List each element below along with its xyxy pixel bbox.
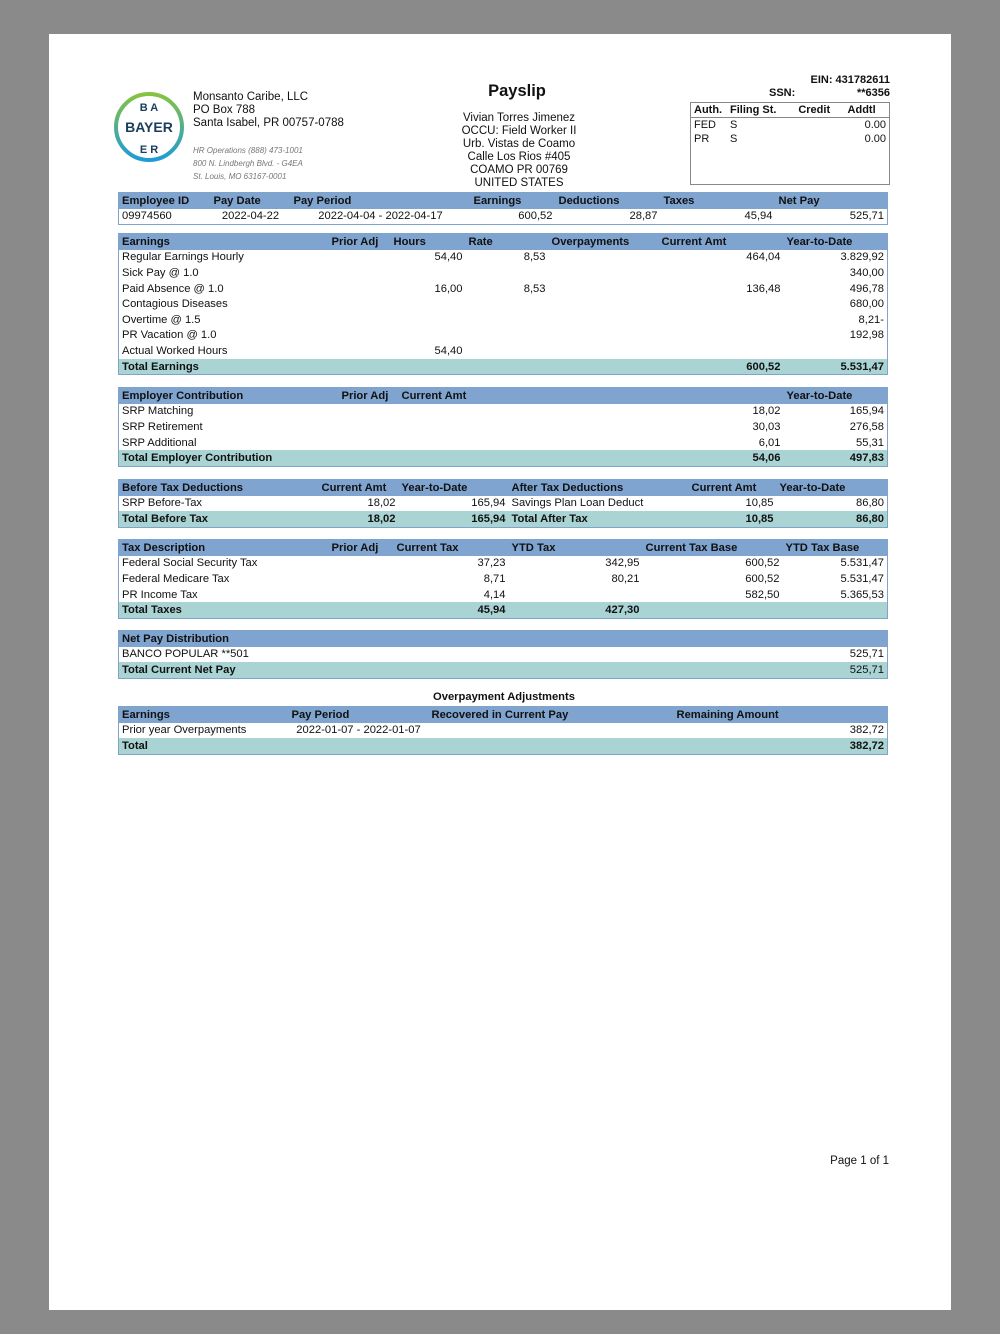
table-cell: Prior year Overpayments xyxy=(122,724,247,737)
table-cell xyxy=(466,359,549,375)
earnings-header: Hours xyxy=(391,234,466,250)
total-label: Total After Tax xyxy=(509,511,689,527)
filing-header: Filing St. xyxy=(727,103,795,118)
deductions-header: After Tax Deductions xyxy=(509,480,689,496)
total-row xyxy=(119,450,888,466)
employer-header: Year-to-Date xyxy=(784,388,888,404)
table-row xyxy=(119,496,888,512)
earnings-header: Current Amt xyxy=(659,234,784,250)
net-pay-table xyxy=(118,630,888,679)
table-row xyxy=(119,723,888,739)
deductions-header: Current Amt xyxy=(689,480,777,496)
employee-address-2: Calle Los Rios #405 xyxy=(467,151,571,163)
taxes-header: Tax Description xyxy=(119,540,329,556)
page-number: Page 1 of 1 xyxy=(830,1155,889,1167)
table-cell: 600,52 xyxy=(745,572,780,585)
total-label: Total Current Net Pay xyxy=(119,662,519,678)
filing-cell: 0.00 xyxy=(864,133,886,145)
table-cell: 5.531,47 xyxy=(784,359,888,375)
table-cell: 525,71 xyxy=(519,662,888,678)
payslip-page xyxy=(49,34,951,1310)
company-address xyxy=(193,91,344,130)
filing-header: Auth. xyxy=(691,103,727,118)
table-cell: 5.365,53 xyxy=(840,588,884,601)
taxes-header: YTD Tax Base xyxy=(783,540,888,556)
total-row xyxy=(119,511,888,527)
table-cell xyxy=(549,359,659,375)
table-row xyxy=(119,556,888,572)
table-cell xyxy=(466,312,549,328)
table-cell xyxy=(391,312,466,328)
svg-text:E R: E R xyxy=(139,144,159,156)
table-cell xyxy=(549,296,659,312)
table-cell: 496,78 xyxy=(849,282,884,295)
ein: EIN: 431782611 xyxy=(810,74,890,86)
table-cell xyxy=(289,738,429,754)
total-label: Total Employer Contribution xyxy=(119,450,339,466)
table-cell xyxy=(784,343,888,359)
deductions-header: Year-to-Date xyxy=(777,480,888,496)
table-cell xyxy=(329,312,391,328)
table-cell: 54,40 xyxy=(434,251,463,264)
table-cell: 680,00 xyxy=(849,298,884,311)
table-cell: 192,98 xyxy=(849,329,884,342)
summary-header: Employee ID xyxy=(119,193,211,209)
table-cell xyxy=(329,571,394,587)
table-cell: 165,94 xyxy=(471,497,506,510)
deductions-header: Before Tax Deductions xyxy=(119,480,319,496)
employee-address-3: COAMO PR 00769 xyxy=(470,164,568,176)
earnings-header: Year-to-Date xyxy=(784,234,888,250)
employee-country: UNITED STATES xyxy=(474,177,564,189)
svg-text:BAYER: BAYER xyxy=(125,119,173,135)
table-cell: 6,01 xyxy=(758,436,781,449)
summary-header: Earnings xyxy=(471,193,556,209)
table-cell: 18,02 xyxy=(367,497,396,510)
table-cell xyxy=(329,343,391,359)
earnings-header: Earnings xyxy=(119,234,329,250)
table-cell: 427,30 xyxy=(509,602,643,618)
table-cell: SRP Matching xyxy=(122,405,194,418)
table-cell: 136,48 xyxy=(746,282,781,295)
table-cell: Contagious Diseases xyxy=(122,298,228,311)
table-cell: 2022-01-07 - 2022-01-07 xyxy=(296,724,421,737)
total-row xyxy=(119,738,888,754)
filing-cell: 0.00 xyxy=(864,119,886,131)
table-cell: 80,21 xyxy=(611,572,640,585)
table-cell xyxy=(391,328,466,344)
table-cell: 18,02 xyxy=(752,405,781,418)
table-cell: Overtime @ 1.5 xyxy=(122,313,201,326)
total-label: Total Earnings xyxy=(119,359,329,375)
overpayment-header: Earnings xyxy=(119,707,289,723)
filing-row xyxy=(691,118,889,133)
table-cell: 8,53 xyxy=(523,251,546,264)
table-cell: 342,95 xyxy=(605,557,640,570)
table-cell: Regular Earnings Hourly xyxy=(122,251,244,264)
overpayment-header: Pay Period xyxy=(289,707,429,723)
table-cell: Federal Social Security Tax xyxy=(122,557,258,570)
filing-header: Credit xyxy=(795,103,844,118)
table-cell: 16,00 xyxy=(434,282,463,295)
employee-id: 09974560 xyxy=(122,210,172,223)
svg-text:B A: B A xyxy=(139,102,159,114)
table-row xyxy=(119,281,888,297)
taxes-amount: 45,94 xyxy=(744,210,773,223)
filing-cell: S xyxy=(730,119,738,131)
table-row xyxy=(119,250,888,266)
table-cell: Federal Medicare Tax xyxy=(122,572,230,585)
employer-contribution-table xyxy=(118,387,888,467)
table-cell: Sick Pay @ 1.0 xyxy=(122,266,199,279)
taxes-header: Current Tax xyxy=(394,540,509,556)
filing-cell: FED xyxy=(694,119,716,131)
employee-occupation: OCCU: Field Worker II xyxy=(461,125,577,137)
filing-cell xyxy=(795,132,844,146)
table-cell: SRP Before-Tax xyxy=(122,497,203,510)
table-cell: 18,02 xyxy=(319,511,399,527)
table-cell xyxy=(329,328,391,344)
total-label: Total Before Tax xyxy=(119,511,319,527)
table-cell: Paid Absence @ 1.0 xyxy=(122,282,224,295)
ssn-value: **6356 xyxy=(856,87,890,99)
filing-header: Addtl xyxy=(845,103,889,118)
table-cell: 382,72 xyxy=(674,738,888,754)
table-cell: 600,52 xyxy=(745,557,780,570)
earnings-header: Overpayments xyxy=(549,234,659,250)
table-cell: 55,31 xyxy=(856,436,884,449)
table-row xyxy=(119,435,888,451)
table-cell: 4,14 xyxy=(483,588,506,601)
table-cell xyxy=(659,296,784,312)
overpayment-title: Overpayment Adjustments xyxy=(433,691,575,703)
summary-table xyxy=(118,192,888,225)
table-cell xyxy=(659,312,784,328)
table-cell: 37,23 xyxy=(477,557,506,570)
pay-date: 2022-04-22 xyxy=(221,210,280,223)
table-cell: 3.829,92 xyxy=(840,251,884,264)
deductions-table xyxy=(118,479,888,528)
table-cell xyxy=(549,265,659,281)
table-cell xyxy=(329,587,394,603)
total-row xyxy=(119,602,888,618)
hr-contact xyxy=(193,144,303,183)
table-cell xyxy=(329,359,391,375)
table-cell: 165,94 xyxy=(849,405,884,418)
table-cell: 525,71 xyxy=(849,648,884,661)
employer-header: Current Amt xyxy=(399,388,784,404)
table-cell: SRP Additional xyxy=(122,436,197,449)
table-cell: PR Vacation @ 1.0 xyxy=(122,329,217,342)
employee-address xyxy=(429,112,609,190)
table-cell: 8,21- xyxy=(858,313,884,326)
deductions-header: Year-to-Date xyxy=(399,480,509,496)
overpayment-header: Remaining Amount xyxy=(674,707,888,723)
table-row xyxy=(119,587,888,603)
summary-header: Pay Date xyxy=(211,193,291,209)
table-cell xyxy=(339,435,399,451)
filing-status-box xyxy=(690,102,890,185)
table-cell xyxy=(429,723,674,739)
table-cell xyxy=(549,281,659,297)
table-cell xyxy=(429,738,674,754)
overpayment-table xyxy=(118,706,888,755)
taxes-header: Current Tax Base xyxy=(643,540,783,556)
table-cell: 54,06 xyxy=(399,450,784,466)
table-cell xyxy=(391,296,466,312)
company-city: Santa Isabel, PR 00757-0788 xyxy=(193,117,344,129)
bayer-logo xyxy=(113,91,185,163)
deductions-amount: 28,87 xyxy=(629,210,658,223)
table-cell xyxy=(339,404,399,420)
earnings-header: Rate xyxy=(466,234,549,250)
taxes-table xyxy=(118,539,888,619)
table-row xyxy=(119,419,888,435)
table-cell: 10,85 xyxy=(689,511,777,527)
table-cell: 8,53 xyxy=(523,282,546,295)
table-cell xyxy=(391,359,466,375)
table-cell: 382,72 xyxy=(849,724,884,737)
taxes-header: YTD Tax xyxy=(509,540,643,556)
summary-header: Net Pay xyxy=(776,193,888,209)
table-cell xyxy=(509,587,643,603)
table-cell xyxy=(339,419,399,435)
table-row xyxy=(119,265,888,281)
table-cell xyxy=(329,281,391,297)
table-cell xyxy=(329,602,394,618)
table-cell xyxy=(783,602,888,618)
table-cell: 8,71 xyxy=(483,572,506,585)
total-label: Total Taxes xyxy=(119,602,329,618)
page-title: Payslip xyxy=(488,82,546,100)
hr-address-2: St. Louis, MO 63167-0001 xyxy=(193,172,287,181)
summary-header: Taxes xyxy=(661,193,776,209)
table-cell: 5.531,47 xyxy=(840,557,884,570)
total-row xyxy=(119,662,888,678)
filing-cell: S xyxy=(730,133,738,145)
table-cell: 340,00 xyxy=(849,266,884,279)
employee-address-1: Urb. Vistas de Coamo xyxy=(462,138,576,150)
ssn xyxy=(769,87,890,99)
table-cell xyxy=(549,328,659,344)
table-row xyxy=(119,209,888,225)
table-row xyxy=(119,404,888,420)
filing-cell xyxy=(795,118,844,133)
hr-phone: HR Operations (888) 473-1001 xyxy=(193,146,303,155)
table-cell xyxy=(329,556,394,572)
net-pay-header: Net Pay Distribution xyxy=(119,631,888,647)
table-cell: Actual Worked Hours xyxy=(122,344,228,357)
taxes-header: Prior Adj xyxy=(329,540,394,556)
table-row xyxy=(119,343,888,359)
company-name: Monsanto Caribe, LLC xyxy=(193,91,309,103)
table-cell: SRP Retirement xyxy=(122,420,203,433)
table-cell xyxy=(329,250,391,266)
total-row xyxy=(119,359,888,375)
table-cell: 5.531,47 xyxy=(840,572,884,585)
employee-name: Vivian Torres Jimenez xyxy=(462,112,576,124)
table-cell: 86,80 xyxy=(856,497,884,510)
table-cell xyxy=(466,296,549,312)
earnings-table xyxy=(118,233,888,375)
table-cell: 582,50 xyxy=(745,588,780,601)
filing-row xyxy=(691,132,889,146)
total-label: Total xyxy=(119,738,289,754)
table-cell xyxy=(659,343,784,359)
table-cell: 464,04 xyxy=(746,251,781,264)
table-cell xyxy=(329,296,391,312)
table-cell: 10,85 xyxy=(745,497,774,510)
table-row xyxy=(119,296,888,312)
table-cell: Savings Plan Loan Deduct xyxy=(511,497,644,510)
table-row xyxy=(119,571,888,587)
table-cell: 30,03 xyxy=(752,420,781,433)
overpayment-header: Recovered in Current Pay xyxy=(429,707,674,723)
ssn-label: SSN: xyxy=(769,87,796,99)
deductions-header: Current Amt xyxy=(319,480,399,496)
table-cell: 165,94 xyxy=(399,511,509,527)
filing-cell: PR xyxy=(694,133,710,145)
table-cell xyxy=(549,250,659,266)
summary-header: Deductions xyxy=(556,193,661,209)
table-cell: 600,52 xyxy=(659,359,784,375)
table-cell: 497,83 xyxy=(784,450,888,466)
table-cell xyxy=(466,328,549,344)
table-cell xyxy=(643,602,783,618)
earnings-header: Prior Adj xyxy=(329,234,391,250)
bank-account: BANCO POPULAR **501 xyxy=(122,648,249,661)
table-cell xyxy=(329,265,391,281)
table-cell xyxy=(549,343,659,359)
table-cell xyxy=(466,265,549,281)
table-row xyxy=(119,328,888,344)
table-cell xyxy=(466,343,549,359)
employer-header: Prior Adj xyxy=(339,388,399,404)
table-row xyxy=(119,647,888,663)
net-pay-amount: 525,71 xyxy=(849,210,884,223)
table-cell xyxy=(549,312,659,328)
table-cell xyxy=(659,265,784,281)
table-cell: 54,40 xyxy=(434,344,463,357)
table-cell xyxy=(659,328,784,344)
table-cell: 86,80 xyxy=(777,511,888,527)
earnings-amount: 600,52 xyxy=(518,210,553,223)
company-box: PO Box 788 xyxy=(193,104,256,116)
table-cell: PR Income Tax xyxy=(122,588,198,601)
table-cell: 276,58 xyxy=(849,420,884,433)
table-cell xyxy=(391,265,466,281)
hr-address-1: 800 N. Lindbergh Blvd. - G4EA xyxy=(193,159,303,168)
summary-header: Pay Period xyxy=(291,193,471,209)
table-row xyxy=(119,312,888,328)
pay-period: 2022-04-04 - 2022-04-17 xyxy=(318,210,443,223)
employer-header: Employer Contribution xyxy=(119,388,339,404)
table-cell: 45,94 xyxy=(394,602,509,618)
table-cell xyxy=(339,450,399,466)
